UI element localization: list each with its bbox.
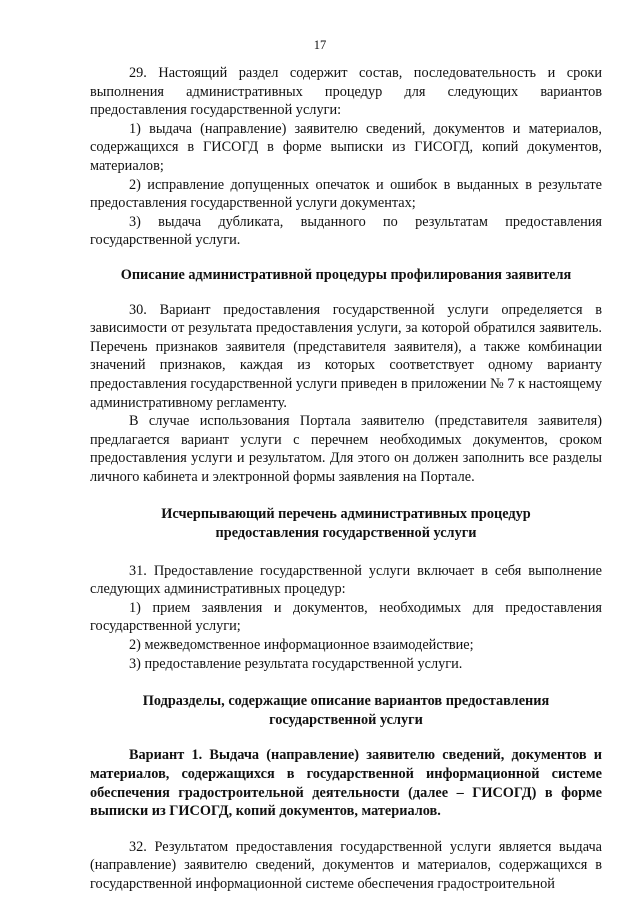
list-item-31-3: 3) предоставление результата государственной услуги. bbox=[129, 655, 463, 672]
section-heading-procedures-line1: Исчерпывающий перечень административных процедур bbox=[161, 506, 531, 523]
paragraph-31-intro: 31. Предоставление государственной услуги включает в себя выполнение следующих административных процедур: bbox=[90, 562, 602, 598]
page-content bbox=[90, 64, 602, 894]
section-heading-profiling: Описание административной процедуры профилирования заявителя bbox=[120, 266, 572, 283]
list-item-29-1: 1) выдача (направление) заявителю сведений, документов и материалов, содержащихся в ГИСОГД в форме выписки из ГИСОГД, копий документов, материалов; bbox=[90, 120, 602, 174]
variant-1-heading: Вариант 1. Выдача (направление) заявителю сведений, документов и материалов, содержащихся в государственной информационной системе обеспечения градостроительной деятельности (далее – ГИСОГД) в форме выписки из ГИСОГД, копий документов, материалов. bbox=[90, 747, 602, 820]
list-item-31-1: 1) прием заявления и документов, необходимых для предоставления государственной услуги; bbox=[90, 599, 602, 635]
section-heading-procedures-line2: предоставления государственной услуги bbox=[215, 525, 477, 542]
list-item-31-2: 2) межведомственное информационное взаимодействие; bbox=[129, 637, 474, 654]
paragraph-32: 32. Результатом предоставления государственной услуги является выдача (направление) заявителю сведений, документов и материалов, содержащихся в государственной информационной системе обеспечения градостроительной bbox=[90, 838, 602, 892]
page-number: 17 bbox=[313, 38, 327, 52]
section-heading-subsections-line2: государственной услуги bbox=[269, 711, 423, 728]
section-heading-subsections-line1: Подразделы, содержащие описание вариантов предоставления bbox=[142, 693, 550, 710]
paragraph-29-intro: 29. Настоящий раздел содержит состав, последовательность и сроки выполнения административных процедур для следующих вариантов предоставления государственной услуги: bbox=[90, 65, 602, 119]
list-item-29-2: 2) исправление допущенных опечаток и ошибок в выданных в результате предоставления государственной услуги документах; bbox=[90, 176, 602, 212]
paragraph-portal: В случае использования Портала заявителю (представителя заявителя) предлагается вариант услуги с перечнем необходимых документов, сроком предоставления услуги и результатом. Для этого он должен заполнить все разделы личного кабинета и электронной формы заявления на Портале. bbox=[90, 413, 602, 485]
paragraph-30: 30. Вариант предоставления государственной услуги определяется в зависимости от результата предоставления услуги, за которой обратился заявитель. Перечень признаков заявителя (представителя заявителя), а также комбинации значений признаков, каждая из которых соответствует одному варианту предоставления государственной услуги приведен в приложении № 7 к настоящему административному регламенту. bbox=[90, 301, 602, 411]
list-item-29-3: 3) выдача дубликата, выданного по результатам предоставления государственной услуги. bbox=[90, 213, 602, 249]
